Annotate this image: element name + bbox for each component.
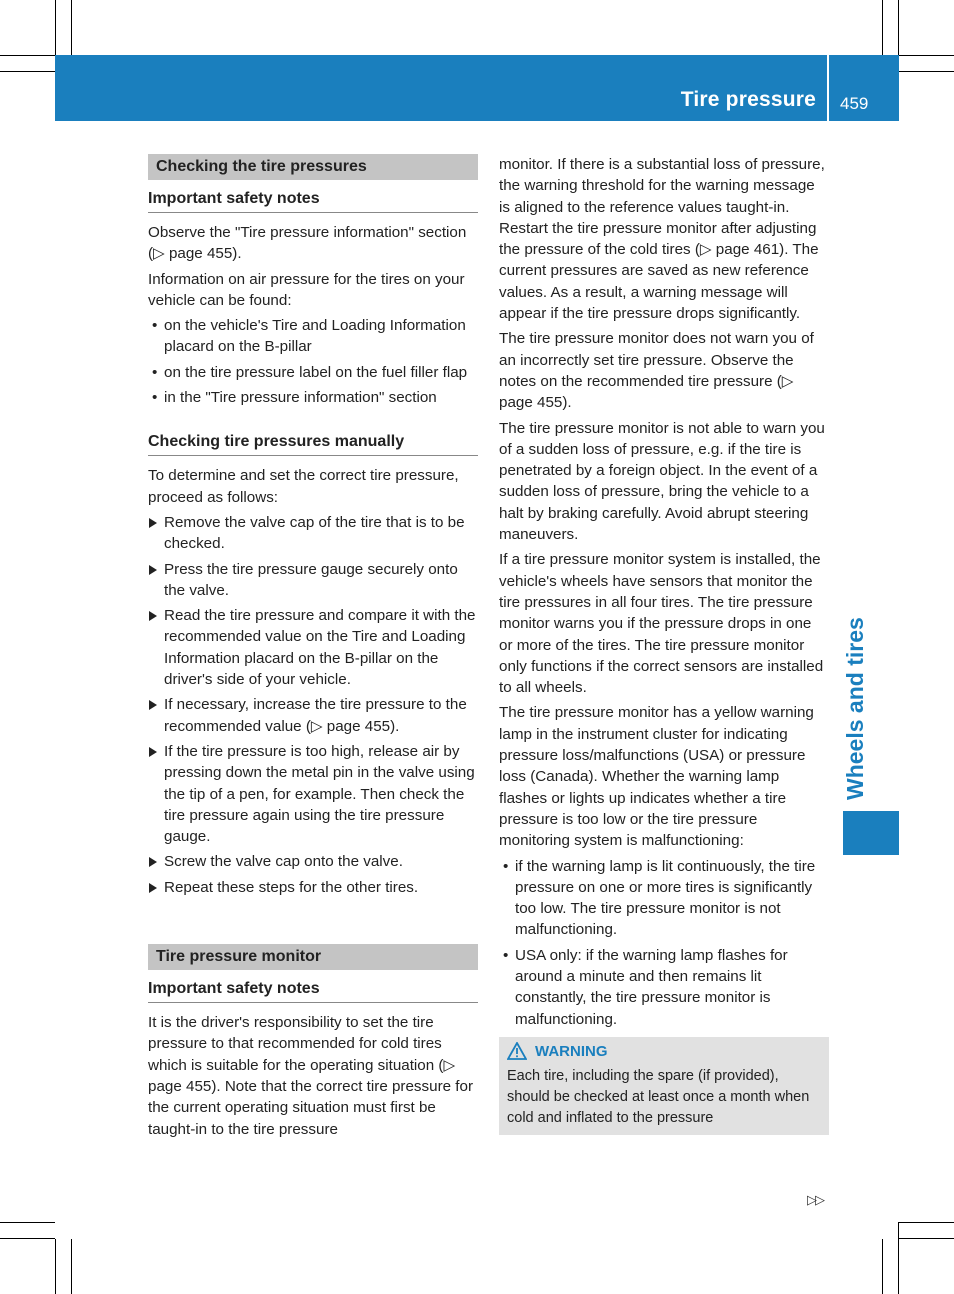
chapter-tab-marker [843, 811, 899, 855]
subheading: Important safety notes [148, 979, 478, 1003]
step-item: If necessary, increase the tire pressure to the recommended value (▷ page 455). [148, 694, 478, 737]
paragraph: Observe the "Tire pressure information" section (▷ page 455). [148, 224, 467, 263]
crop-mark [0, 71, 55, 72]
list-item: • in the "Tire pressure information" section [148, 387, 478, 408]
left-column [148, 154, 478, 1144]
crop-mark [899, 1222, 954, 1223]
warning-triangle-icon [507, 1042, 527, 1060]
paragraph: Information on air pressure for the tires on your vehicle can be found: [148, 270, 465, 309]
crop-mark [55, 0, 56, 55]
paragraph: To determine and set the correct tire pressure, proceed as follows: [148, 467, 459, 506]
crop-mark [71, 0, 72, 55]
paragraph: The tire pressure monitor is not able to warn you of a sudden loss of pressure, e.g. if the tire is penetrated by a foreign object. In the event of a sudden loss of pressure, bring the vehicle to a halt by braking carefully. Avoid abrupt steering maneuvers. [499, 419, 825, 544]
crop-mark [882, 1239, 883, 1294]
crop-mark [899, 71, 954, 72]
warning-title: WARNING [535, 1042, 608, 1060]
crop-mark [898, 0, 899, 55]
step-list [148, 512, 478, 898]
crop-mark [55, 1239, 56, 1294]
bullet-list [499, 856, 829, 1030]
list-item: • USA only: if the warning lamp flashes for around a minute and then remains lit constantly, the tire pressure monitor is malfunctioning. [499, 945, 829, 1030]
subheading: Important safety notes [148, 189, 478, 213]
step-item: If the tire pressure is too high, release air by pressing down the metal pin in the valve using the tip of a pen, for example. Then check the tire pressure again using the tire pressure gauge. [148, 741, 478, 847]
step-item: Read the tire pressure and compare it with the recommended value on the Tire and Loading Information placard on the B-pillar on the driver's side of your vehicle. [148, 605, 478, 690]
chapter-tab-label: Wheels and tires [842, 617, 868, 800]
warning-text: Each tire, including the spare (if provided), should be checked at least once a month when cold and inflated to the pressure [507, 1067, 810, 1126]
list-item: • on the tire pressure label on the fuel filler flap [148, 362, 478, 383]
crop-mark [0, 55, 55, 56]
crop-mark [899, 1238, 954, 1239]
header-divider [827, 55, 829, 121]
step-item: Screw the valve cap onto the valve. [148, 851, 478, 872]
warning-box [499, 1037, 829, 1135]
paragraph: The tire pressure monitor does not warn you of an incorrectly set tire pressure. Observe the notes on the recommended tire pressure (▷ page 455). [499, 330, 814, 412]
paragraph: The tire pressure monitor has a yellow warning lamp in the instrument cluster for indicating pressure loss/malfunctions (USA) or pressure loss (Canada). Whether the warning lamp flashes or lights up indicates whether a tire pressure is too low or the tire pressure monitoring system is malfunctioning: [499, 704, 814, 850]
section-heading: Tire pressure monitor [148, 944, 478, 970]
section-heading: Checking the tire pressures [148, 154, 478, 180]
crop-mark [882, 0, 883, 55]
warning-header [507, 1041, 821, 1062]
continue-arrows-icon: ▷▷ [807, 1192, 823, 1207]
crop-mark [71, 1239, 72, 1294]
crop-mark [0, 1238, 55, 1239]
list-item: • on the vehicle's Tire and Loading Information placard on the B-pillar [148, 315, 478, 358]
right-column [499, 154, 829, 1135]
step-item: Press the tire pressure gauge securely onto the valve. [148, 559, 478, 602]
page-number: 459 [840, 94, 869, 113]
crop-mark [899, 55, 954, 56]
list-item: • if the warning lamp is lit continuously, the tire pressure on one or more tires is significantly too low. The tire pressure monitor is not malfunctioning. [499, 856, 829, 941]
step-item: Repeat these steps for the other tires. [148, 877, 478, 898]
paragraph: If a tire pressure monitor system is installed, the vehicle's wheels have sensors that monitor the tire pressures in all four tires. The tire pressure monitor warns you if the pressure drops in one or more of the tires. The tire pressure monitor only functions if the correct sensors are installed to all wheels. [499, 551, 824, 697]
step-item: Remove the valve cap of the tire that is to be checked. [148, 512, 478, 555]
crop-mark [0, 1222, 55, 1223]
subheading: Checking tire pressures manually [148, 432, 478, 456]
page-title: Tire pressure [680, 88, 816, 111]
crop-mark [898, 1222, 899, 1294]
bullet-list [148, 315, 478, 408]
paragraph: monitor. If there is a substantial loss of pressure, the warning threshold for the warning message is aligned to the reference values taught-in. Restart the tire pressure monitor after adjusting the pressure of the cold tires (▷ page 461). The current pressures are saved as new reference values. As a result, a warning message will appear if the tire pressure drops significantly. [499, 156, 825, 323]
paragraph: It is the driver's responsibility to set the tire pressure to that recommended for cold tires which is suitable for the operating situation (▷ page 455). Note that the correct tire pressure for the current operating situation must first be taught-in to the tire pressure [148, 1014, 474, 1138]
